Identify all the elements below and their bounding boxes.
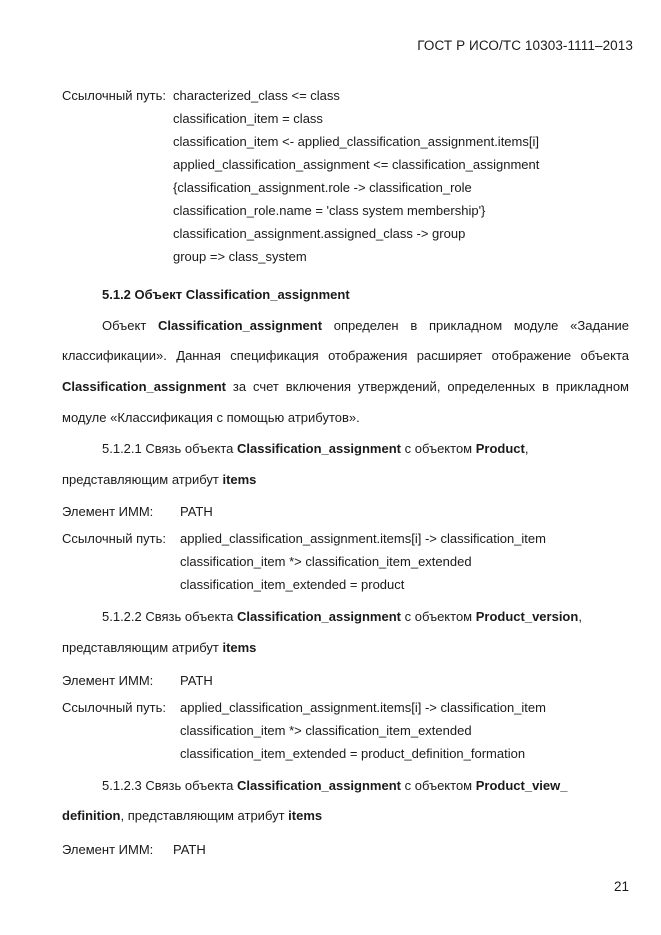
paragraph-line: Classification_assignment за счет включения утверждений, определенных в прикладном <box>62 379 629 394</box>
standard-header: ГОСТ Р ИСО/ТС 10303-1111–2013 <box>417 38 633 53</box>
subsection-title-cont: представляющим атрибут items <box>62 472 257 487</box>
elem-label: Элемент ИММ: <box>62 673 154 688</box>
paragraph-line: модуле «Классификация с помощью атрибутов». <box>62 410 360 425</box>
paragraph-line: классификации». Данная спецификация отображения расширяет отображение объекта <box>62 348 629 363</box>
ref-path-line: applied_classification_assignment.items[i] -> classification_item <box>180 700 546 715</box>
section-heading: 5.1.2 Объект Classification_assignment <box>102 287 350 302</box>
elem-label: Элемент ИММ: <box>62 504 154 519</box>
ref-path-label: Ссылочный путь: <box>62 700 166 715</box>
elem-value: PATH <box>180 504 213 519</box>
ref-path-label: Ссылочный путь: <box>62 531 166 546</box>
elem-label: Элемент ИММ: <box>62 842 154 857</box>
ref-path-line: classification_item <- applied_classification_assignment.items[i] <box>173 134 539 149</box>
ref-path-label: Ссылочный путь: <box>62 88 166 103</box>
subsection-title: 5.1.2.2 Связь объекта Classification_assignment с объектом Product_version, <box>102 609 582 624</box>
elem-value: PATH <box>180 673 213 688</box>
subsection-title-cont: definition, представляющим атрибут items <box>62 808 323 823</box>
ref-path-line: classification_item *> classification_item_extended <box>180 554 472 569</box>
subsection-title: 5.1.2.1 Связь объекта Classification_assignment с объектом Product, <box>102 441 529 456</box>
paragraph-line: Объект Classification_assignment определен в прикладном модуле «Задание <box>102 318 629 333</box>
ref-path-line: group => class_system <box>173 249 307 264</box>
ref-path-line: classification_item = class <box>173 111 323 126</box>
subsection-title-cont: представляющим атрибут items <box>62 640 257 655</box>
ref-path-line: classification_item *> classification_item_extended <box>180 723 472 738</box>
elem-value: PATH <box>173 842 206 857</box>
ref-path-line: classification_item_extended = product_definition_formation <box>180 746 526 761</box>
ref-path-line: applied_classification_assignment.items[i] -> classification_item <box>180 531 546 546</box>
ref-path-line: characterized_class <= class <box>173 88 340 103</box>
ref-path-line: classification_item_extended = product <box>180 577 405 592</box>
ref-path-line: classification_assignment.assigned_class -> group <box>173 226 466 241</box>
ref-path-line: {classification_assignment.role -> classification_role <box>173 180 472 195</box>
ref-path-line: classification_role.name = 'class system membership'} <box>173 203 486 218</box>
ref-path-line: applied_classification_assignment <= classification_assignment <box>173 157 540 172</box>
subsection-title: 5.1.2.3 Связь объекта Classification_assignment с объектом Product_view_ <box>102 778 568 793</box>
page-number: 21 <box>613 879 629 894</box>
